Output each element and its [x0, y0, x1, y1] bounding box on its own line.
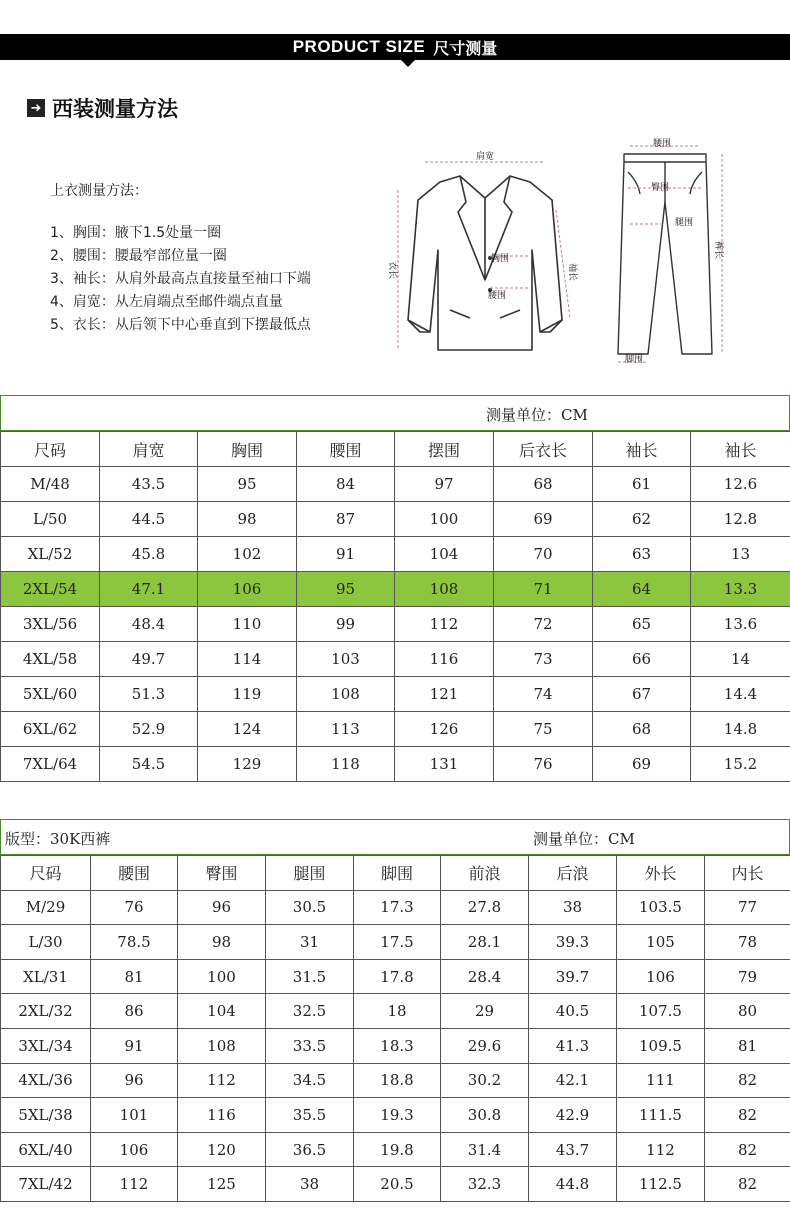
value-cell: 84 — [297, 467, 395, 502]
table-row — [1, 502, 790, 537]
value-cell: 124 — [198, 712, 297, 747]
value-cell: 82 — [705, 1098, 790, 1133]
value-cell: 17.8 — [354, 959, 441, 994]
jacket-sleeve-label: 袖长 — [567, 262, 577, 282]
value-cell: 70 — [494, 537, 593, 572]
value-cell: 103 — [297, 642, 395, 677]
pants-waist-label: 腰围 — [652, 139, 672, 149]
value-cell: 27.8 — [441, 890, 529, 925]
value-cell: 18.3 — [354, 1028, 441, 1063]
item-desc: 腋下1.5处量一圈 — [114, 225, 222, 241]
value-cell: 112 — [395, 607, 494, 642]
value-cell: 44.5 — [100, 502, 198, 537]
value-cell: 112 — [617, 1132, 705, 1167]
table-row — [1, 925, 790, 960]
value-cell: 30.8 — [441, 1098, 529, 1133]
value-cell: 121 — [395, 677, 494, 712]
value-cell: 42.1 — [529, 1063, 617, 1098]
value-cell: 112.5 — [617, 1167, 705, 1202]
column-header: 袖长 — [593, 432, 691, 467]
value-cell: 76 — [91, 890, 178, 925]
value-cell: 68 — [494, 467, 593, 502]
value-cell: 73 — [494, 642, 593, 677]
value-cell: 111 — [617, 1063, 705, 1098]
value-cell: 66 — [593, 642, 691, 677]
instruction-item — [50, 268, 311, 291]
value-cell: 104 — [395, 537, 494, 572]
table-row-highlighted — [1, 572, 790, 607]
value-cell: 39.3 — [529, 925, 617, 960]
column-header: 胸围 — [198, 432, 297, 467]
value-cell: 13.3 — [691, 572, 790, 607]
value-cell: 69 — [593, 747, 691, 782]
size-cell: 5XL/38 — [1, 1098, 91, 1133]
value-cell: 12.8 — [691, 502, 790, 537]
jacket-diagram — [380, 140, 590, 365]
size-cell: XL/31 — [1, 959, 91, 994]
value-cell: 63 — [593, 537, 691, 572]
value-cell: 38 — [529, 890, 617, 925]
size-cell: 4XL/36 — [1, 1063, 91, 1098]
value-cell: 28.1 — [441, 925, 529, 960]
value-cell: 87 — [297, 502, 395, 537]
size-cell: XL/52 — [1, 537, 100, 572]
value-cell: 106 — [198, 572, 297, 607]
value-cell: 67 — [593, 677, 691, 712]
value-cell: 71 — [494, 572, 593, 607]
table-row — [1, 1028, 790, 1063]
value-cell: 100 — [395, 502, 494, 537]
value-cell: 18.8 — [354, 1063, 441, 1098]
banner-title-zh: 尺寸测量 — [433, 38, 498, 58]
size-cell: M/29 — [1, 890, 91, 925]
value-cell: 13.6 — [691, 607, 790, 642]
jacket-waist-label: 腰围 — [487, 291, 507, 301]
item-name: 腰围： — [72, 248, 115, 264]
size-cell: 7XL/42 — [1, 1167, 91, 1202]
banner-notch — [401, 60, 415, 67]
jacket-size-table — [0, 431, 790, 782]
value-cell: 131 — [395, 747, 494, 782]
value-cell: 44.8 — [529, 1167, 617, 1202]
value-cell: 49.7 — [100, 642, 198, 677]
column-header: 腰围 — [297, 432, 395, 467]
item-desc: 腰最窄部位量一圈 — [114, 248, 227, 264]
value-cell: 101 — [91, 1098, 178, 1133]
size-cell: 2XL/54 — [1, 572, 100, 607]
value-cell: 61 — [593, 467, 691, 502]
value-cell: 31.5 — [266, 959, 354, 994]
value-cell: 65 — [593, 607, 691, 642]
value-cell: 120 — [178, 1132, 266, 1167]
column-header: 腿围 — [266, 856, 354, 891]
table-row — [1, 467, 790, 502]
value-cell: 72 — [494, 607, 593, 642]
column-header: 前浪 — [441, 856, 529, 891]
value-cell: 18 — [354, 994, 441, 1029]
value-cell: 119 — [198, 677, 297, 712]
table-row — [1, 747, 790, 782]
value-cell: 104 — [178, 994, 266, 1029]
value-cell: 108 — [395, 572, 494, 607]
pants-diagram — [610, 132, 735, 372]
value-cell: 39.7 — [529, 959, 617, 994]
table-row — [1, 1063, 790, 1098]
section-title — [27, 95, 178, 121]
value-cell: 52.9 — [100, 712, 198, 747]
table-header-row — [1, 856, 790, 891]
value-cell: 82 — [705, 1132, 790, 1167]
item-name: 衣长： — [72, 317, 115, 333]
value-cell: 42.9 — [529, 1098, 617, 1133]
size-cell: 6XL/62 — [1, 712, 100, 747]
size-cell: 3XL/56 — [1, 607, 100, 642]
column-header: 尺码 — [1, 856, 91, 891]
value-cell: 48.4 — [100, 607, 198, 642]
value-cell: 32.5 — [266, 994, 354, 1029]
jacket-unit-label: 测量单位：CM — [486, 406, 588, 424]
value-cell: 31.4 — [441, 1132, 529, 1167]
value-cell: 30.2 — [441, 1063, 529, 1098]
column-header: 腰围 — [91, 856, 178, 891]
value-cell: 103.5 — [617, 890, 705, 925]
banner-title-en: PRODUCT SIZE — [292, 37, 426, 56]
table-row — [1, 994, 790, 1029]
value-cell: 29.6 — [441, 1028, 529, 1063]
table-header-row — [1, 432, 790, 467]
value-cell: 64 — [593, 572, 691, 607]
value-cell: 79 — [705, 959, 790, 994]
value-cell: 95 — [198, 467, 297, 502]
item-name: 肩宽： — [72, 294, 115, 310]
item-num: 2、 — [50, 248, 73, 264]
value-cell: 116 — [178, 1098, 266, 1133]
value-cell: 17.3 — [354, 890, 441, 925]
value-cell: 34.5 — [266, 1063, 354, 1098]
value-cell: 98 — [198, 502, 297, 537]
column-header: 袖长 — [691, 432, 790, 467]
value-cell: 102 — [198, 537, 297, 572]
value-cell: 36.5 — [266, 1132, 354, 1167]
value-cell: 54.5 — [100, 747, 198, 782]
value-cell: 106 — [91, 1132, 178, 1167]
value-cell: 43.5 — [100, 467, 198, 502]
item-name: 胸围： — [72, 225, 115, 241]
jacket-length-label: 衣长 — [387, 260, 397, 280]
value-cell: 32.3 — [441, 1167, 529, 1202]
value-cell: 113 — [297, 712, 395, 747]
value-cell: 105 — [617, 925, 705, 960]
column-header: 后衣长 — [494, 432, 593, 467]
value-cell: 108 — [178, 1028, 266, 1063]
value-cell: 43.7 — [529, 1132, 617, 1167]
value-cell: 14.8 — [691, 712, 790, 747]
size-cell: 2XL/32 — [1, 994, 91, 1029]
pants-length-label: 裤长 — [713, 240, 723, 260]
value-cell: 77 — [705, 890, 790, 925]
measurement-instructions — [50, 180, 311, 337]
value-cell: 14 — [691, 642, 790, 677]
column-header: 尺码 — [1, 432, 100, 467]
value-cell: 81 — [705, 1028, 790, 1063]
size-cell: 3XL/34 — [1, 1028, 91, 1063]
value-cell: 86 — [91, 994, 178, 1029]
value-cell: 47.1 — [100, 572, 198, 607]
instruction-item — [50, 222, 311, 245]
column-header: 内长 — [705, 856, 790, 891]
value-cell: 80 — [705, 994, 790, 1029]
value-cell: 38 — [266, 1167, 354, 1202]
value-cell: 118 — [297, 747, 395, 782]
size-cell: 6XL/40 — [1, 1132, 91, 1167]
size-cell: L/50 — [1, 502, 100, 537]
value-cell: 109.5 — [617, 1028, 705, 1063]
value-cell: 31 — [266, 925, 354, 960]
item-desc: 从左肩端点至邮件端点直量 — [114, 294, 283, 310]
table-row — [1, 642, 790, 677]
pants-size-table — [0, 855, 790, 1202]
pants-style-label: 版型：30K西裤 — [5, 830, 111, 848]
value-cell: 82 — [705, 1063, 790, 1098]
value-cell: 99 — [297, 607, 395, 642]
value-cell: 74 — [494, 677, 593, 712]
value-cell: 98 — [178, 925, 266, 960]
column-header: 外长 — [617, 856, 705, 891]
value-cell: 13 — [691, 537, 790, 572]
jacket-unit-bar — [0, 395, 790, 431]
pants-unit-bar — [0, 819, 790, 855]
value-cell: 112 — [91, 1167, 178, 1202]
item-num: 1、 — [50, 225, 73, 241]
value-cell: 35.5 — [266, 1098, 354, 1133]
pants-thigh-label: 腿围 — [674, 218, 694, 228]
jacket-shoulder-label: 肩宽 — [475, 152, 495, 162]
table-row — [1, 537, 790, 572]
value-cell: 75 — [494, 712, 593, 747]
value-cell: 82 — [705, 1167, 790, 1202]
item-num: 3、 — [50, 271, 73, 287]
value-cell: 76 — [494, 747, 593, 782]
instruction-item — [50, 245, 311, 268]
value-cell: 125 — [178, 1167, 266, 1202]
item-desc: 从后领下中心垂直到下摆最低点 — [114, 317, 311, 333]
pants-hip-label: 臀围 — [650, 183, 670, 193]
value-cell: 68 — [593, 712, 691, 747]
size-cell: M/48 — [1, 467, 100, 502]
item-name: 袖长： — [72, 271, 115, 287]
value-cell: 51.3 — [100, 677, 198, 712]
column-header: 肩宽 — [100, 432, 198, 467]
value-cell: 28.4 — [441, 959, 529, 994]
value-cell: 41.3 — [529, 1028, 617, 1063]
instruction-item — [50, 291, 311, 314]
instruction-item — [50, 314, 311, 337]
value-cell: 111.5 — [617, 1098, 705, 1133]
value-cell: 33.5 — [266, 1028, 354, 1063]
value-cell: 19.3 — [354, 1098, 441, 1133]
value-cell: 91 — [297, 537, 395, 572]
column-header: 后浪 — [529, 856, 617, 891]
arrow-right-icon: ➜ — [27, 99, 45, 117]
pants-unit-label: 测量单位：CM — [533, 830, 635, 848]
table-row — [1, 1132, 790, 1167]
value-cell: 96 — [178, 890, 266, 925]
size-cell: 7XL/64 — [1, 747, 100, 782]
size-cell: 5XL/60 — [1, 677, 100, 712]
value-cell: 20.5 — [354, 1167, 441, 1202]
value-cell: 116 — [395, 642, 494, 677]
value-cell: 15.2 — [691, 747, 790, 782]
value-cell: 129 — [198, 747, 297, 782]
column-header: 摆围 — [395, 432, 494, 467]
jacket-chest-label: 胸围 — [490, 254, 510, 264]
value-cell: 45.8 — [100, 537, 198, 572]
value-cell: 81 — [91, 959, 178, 994]
value-cell: 40.5 — [529, 994, 617, 1029]
value-cell: 110 — [198, 607, 297, 642]
value-cell: 107.5 — [617, 994, 705, 1029]
pants-hem-label: 脚围 — [624, 355, 644, 365]
value-cell: 112 — [178, 1063, 266, 1098]
value-cell: 97 — [395, 467, 494, 502]
table-row — [1, 607, 790, 642]
item-num: 5、 — [50, 317, 73, 333]
size-cell: L/30 — [1, 925, 91, 960]
value-cell: 17.5 — [354, 925, 441, 960]
value-cell: 100 — [178, 959, 266, 994]
size-cell: 4XL/58 — [1, 642, 100, 677]
column-header: 臀围 — [178, 856, 266, 891]
instructions-heading: 上衣测量方法： — [50, 183, 148, 199]
value-cell: 62 — [593, 502, 691, 537]
value-cell: 95 — [297, 572, 395, 607]
value-cell: 12.6 — [691, 467, 790, 502]
table-row — [1, 1098, 790, 1133]
item-desc: 从肩外最高点直接量至袖口下端 — [114, 271, 311, 287]
table-row — [1, 959, 790, 994]
value-cell: 78 — [705, 925, 790, 960]
value-cell: 19.8 — [354, 1132, 441, 1167]
value-cell: 126 — [395, 712, 494, 747]
value-cell: 30.5 — [266, 890, 354, 925]
value-cell: 91 — [91, 1028, 178, 1063]
table-row — [1, 677, 790, 712]
value-cell: 69 — [494, 502, 593, 537]
column-header: 脚围 — [354, 856, 441, 891]
table-row — [1, 1167, 790, 1202]
value-cell: 78.5 — [91, 925, 178, 960]
value-cell: 96 — [91, 1063, 178, 1098]
item-num: 4、 — [50, 294, 73, 310]
value-cell: 14.4 — [691, 677, 790, 712]
table-row — [1, 712, 790, 747]
table-row — [1, 890, 790, 925]
value-cell: 106 — [617, 959, 705, 994]
section-title-text: 西装测量方法 — [52, 97, 178, 121]
value-cell: 29 — [441, 994, 529, 1029]
product-size-banner — [0, 34, 790, 60]
value-cell: 114 — [198, 642, 297, 677]
value-cell: 108 — [297, 677, 395, 712]
